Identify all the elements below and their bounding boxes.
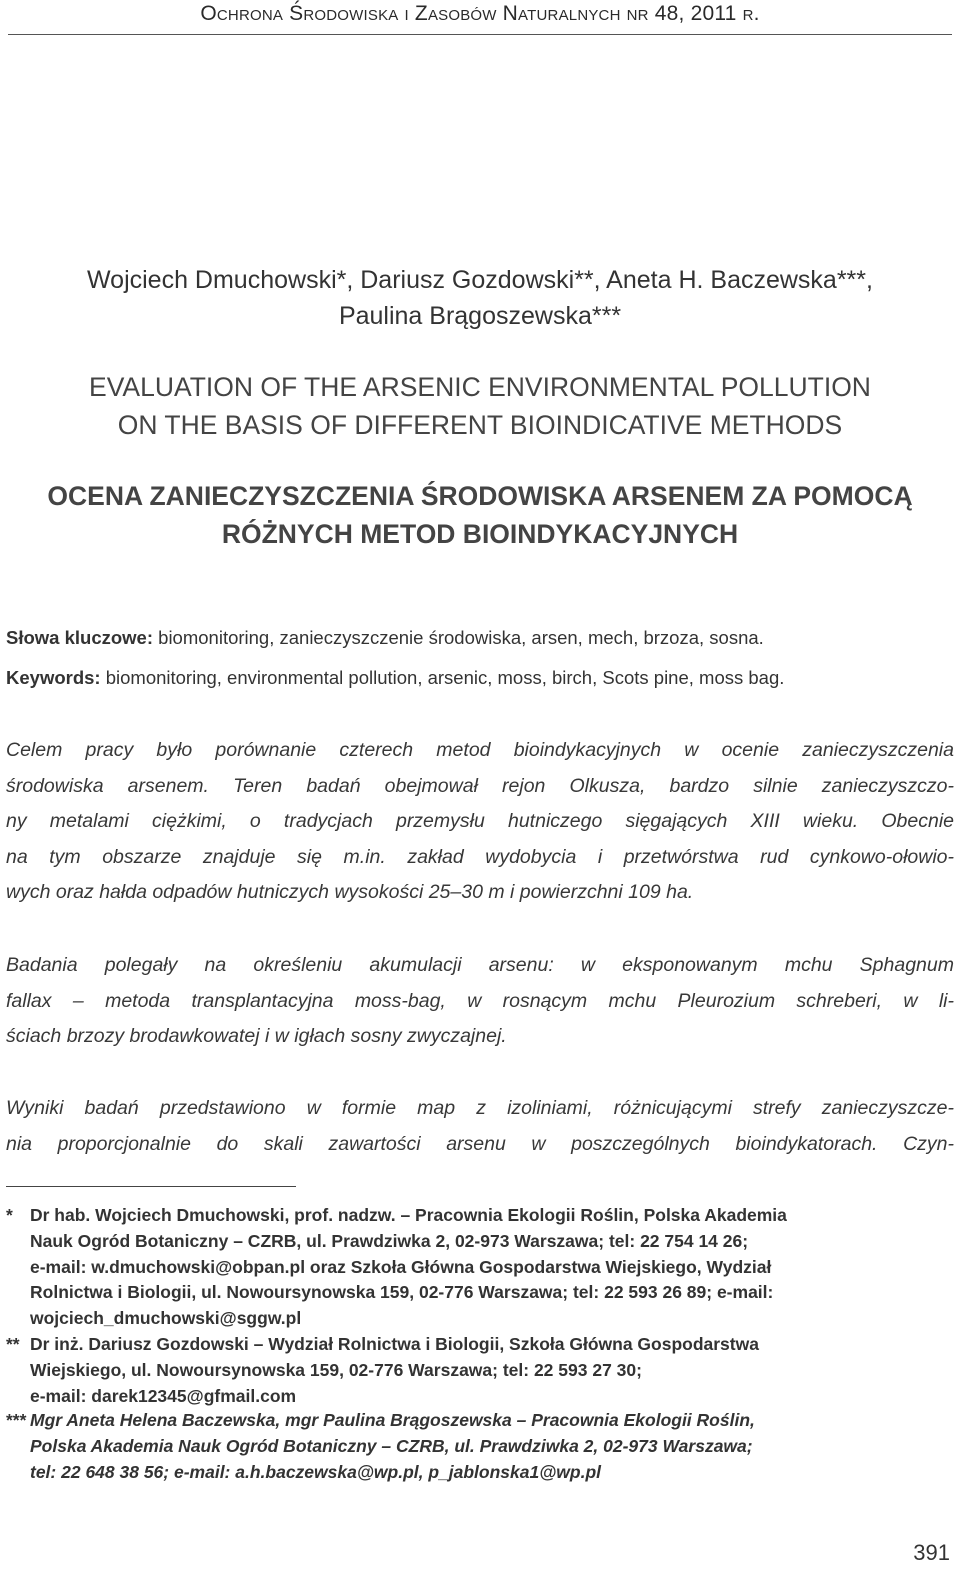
footnote-line: e-mail: darek12345@gfmail.com: [30, 1385, 297, 1406]
para-line: wych oraz hałda odpadów hutniczych wysokości 25–30 m i powierzchni 109 ha.: [6, 881, 694, 903]
keywords-en-label: Keywords:: [6, 667, 101, 688]
footnote-mark: ***: [6, 1410, 27, 1430]
page-number: 391: [913, 1540, 950, 1565]
footnote-mark: **: [6, 1334, 20, 1354]
keywords-en-text: biomonitoring, environmental pollution, arsenic, moss, birch, Scots pine, moss bag.: [100, 667, 785, 688]
keywords-english: [6, 665, 954, 691]
title-pl-line-1: OCENA ZANIECZYSZCZENIA ŚRODOWISKA ARSENEM ZA POMOCĄ: [47, 481, 913, 511]
abstract-paragraph-1: [6, 733, 954, 911]
header-rule: [8, 34, 952, 35]
para-line: ściach brzozy brodawkowatej i w igłach sosny zwyczajnej.: [6, 1025, 507, 1047]
authors: [0, 262, 960, 334]
para-line: Badania polegały na określeniu akumulacji arsenu: w eksponowanym mchu Sphagnum: [6, 954, 954, 976]
footnote-body: [30, 1203, 954, 1332]
para-line: ny metalami ciężkimi, o tradycjach przemysłu hutniczego sięgających XIII wieku. Obecnie: [6, 810, 954, 832]
para-line: fallax – metoda transplantacyjna moss-bag, w rosnącym mchu Pleurozium schreberi, w li-: [6, 989, 954, 1012]
footnote-rule: [6, 1186, 296, 1187]
title-english: [0, 368, 960, 444]
title-pl-line-2: RÓŻNYCH METOD BIOINDYKACYJNYCH: [221, 519, 739, 549]
para-line: Wyniki badań przedstawiono w formie map z izoliniami, różnicującymi strefy zanieczyszcze-: [6, 1097, 954, 1119]
abstract-paragraph-2: [6, 948, 954, 1055]
journal-header: Ochrona Środowiska i Zasobów Naturalnych nr 48, 2011 r.: [200, 2, 760, 25]
footnote-line: wojciech_dmuchowski@sggw.pl: [30, 1308, 302, 1329]
footnote-line: tel: 22 648 38 56; e-mail: a.h.baczewska@wp.pl, p_jablonska1@wp.pl: [30, 1461, 602, 1482]
footnote-line: Wiejskiego, ul. Nowoursynowska 159, 02-776 Warszawa; tel: 22 593 27 30;: [30, 1359, 642, 1380]
authors-line-2: Paulina Brągoszewska***: [338, 302, 622, 330]
footnote-line: Dr inż. Dariusz Gozdowski – Wydział Rolnictwa i Biologii, Szkoła Główna Gospodarstwa: [30, 1334, 759, 1354]
footnote-line: Rolnictwa i Biologii, ul. Nowoursynowska 159, 02-776 Warszawa; tel: 22 593 26 89; e-mail:: [30, 1282, 774, 1303]
footnote-body: [30, 1332, 954, 1409]
keywords-polish: [6, 625, 954, 651]
para-line: Celem pracy było porównanie czterech metod bioindykacyjnych w ocenie zanieczyszczenia: [6, 739, 954, 761]
footnote-2: [6, 1332, 954, 1409]
footnote-line: Polska Akademia Nauk Ogród Botaniczny – CZRB, ul. Prawdziwka 2, 02-973 Warszawa;: [30, 1435, 753, 1456]
footnote-line: Nauk Ogród Botaniczny – CZRB, ul. Prawdziwka 2, 02-973 Warszawa; tel: 22 754 14 26;: [30, 1230, 749, 1251]
keywords-pl-text: biomonitoring, zanieczyszczenie środowiska, arsen, mech, brzoza, sosna.: [153, 627, 764, 648]
para-line: nia proporcjonalnie do skali zawartości arsenu w poszczególnych bioindykatorach. Czyn-: [6, 1132, 954, 1155]
footnote-mark: *: [6, 1205, 13, 1225]
footnote-1: [6, 1203, 954, 1332]
para-line: środowiska arsenem. Teren badań obejmował rejon Olkusza, bardzo silnie zanieczyszczo-: [6, 774, 954, 797]
keywords-pl-label: Słowa kluczowe:: [6, 627, 154, 648]
footnote-line: e-mail: w.dmuchowski@obpan.pl oraz Szkoła Główna Gospodarstwa Wiejskiego, Wydział: [30, 1256, 772, 1277]
footnote-line: Dr hab. Wojciech Dmuchowski, prof. nadzw. – Pracownia Ekologii Roślin, Polska Akademia: [30, 1205, 787, 1225]
title-polish: [0, 477, 960, 553]
abstract-paragraph-3: [6, 1091, 954, 1162]
footnote-line: Mgr Aneta Helena Baczewska, mgr Paulina Brągoszewska – Pracownia Ekologii Roślin,: [30, 1410, 755, 1430]
title-en-line-1: EVALUATION OF THE ARSENIC ENVIRONMENTAL POLLUTION: [89, 372, 871, 402]
para-line: na tym obszarze znajduje się m.in. zakład wydobycia i przetwórstwa rud cynkowo-ołowio-: [6, 845, 954, 868]
authors-line-1: Wojciech Dmuchowski*, Dariusz Gozdowski**, Aneta H. Baczewska***,: [87, 266, 873, 294]
footnote-body: [30, 1408, 954, 1485]
footnote-3: [6, 1408, 954, 1485]
title-en-line-2: ON THE BASIS OF DIFFERENT BIOINDICATIVE METHODS: [117, 410, 843, 440]
